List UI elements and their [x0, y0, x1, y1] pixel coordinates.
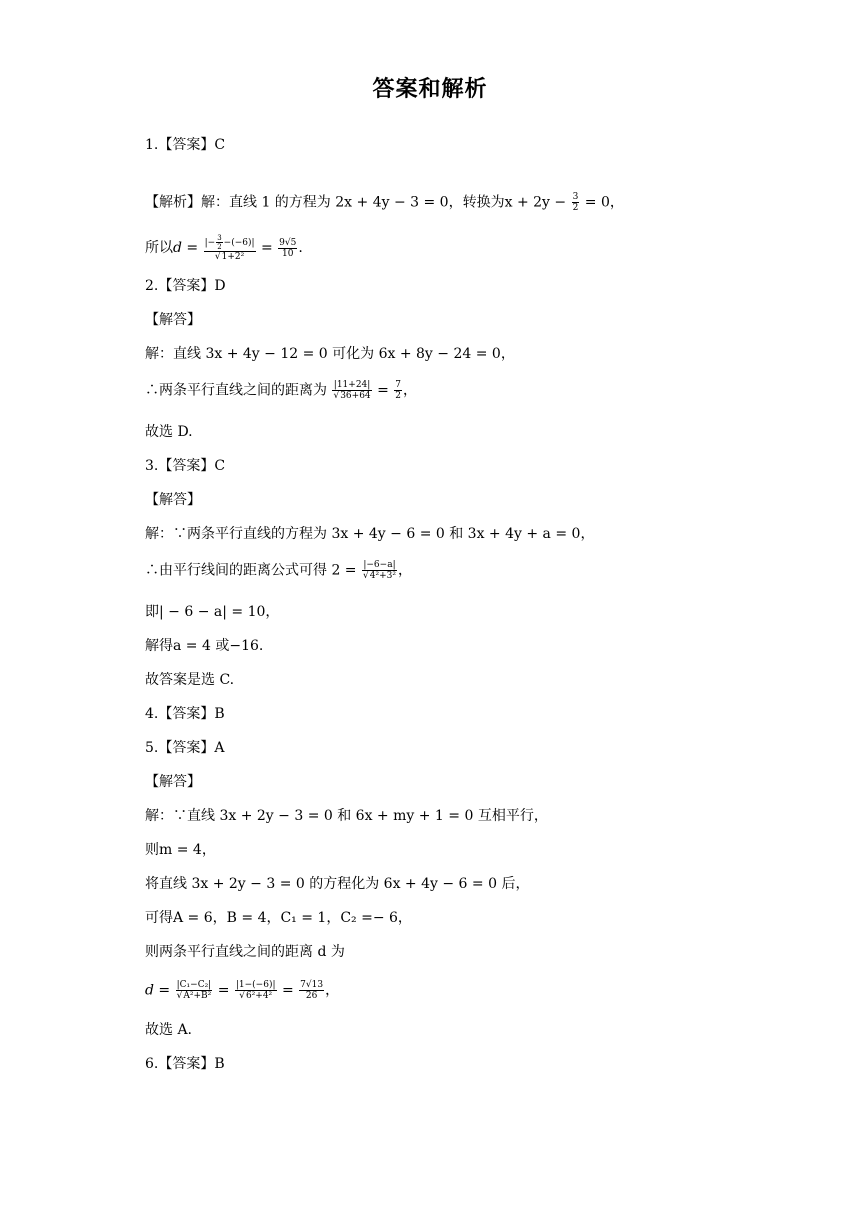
solution-5-line1: 解：∵直线 3x + 2y − 3 = 0 和 6x + my + 1 = 0 互相平行， [145, 808, 548, 824]
answer-2: 2.【答案】D [145, 278, 226, 294]
result-fraction [394, 380, 402, 401]
radicand: 6²+4² [245, 991, 273, 1001]
radicand: 4²+3² [369, 571, 396, 581]
solution-2-conclusion: 故选 D. [145, 424, 193, 440]
denominator [204, 252, 256, 262]
equals: = [260, 240, 273, 256]
solution-heading-2: 【解答】 [145, 312, 201, 328]
answer-5: 5.【答案】A [145, 740, 225, 756]
denominator [176, 991, 213, 1001]
distance-fraction [204, 234, 256, 262]
analysis-1-line2 [145, 234, 303, 262]
solution-2-line2 [145, 380, 417, 401]
solution-heading-3: 【解答】 [145, 492, 201, 508]
sqrt-sign: √ [239, 991, 245, 1001]
numerator: 3 [572, 192, 579, 202]
denominator: 2 [217, 243, 222, 251]
analysis-1-line1 [145, 192, 624, 213]
solution-5-line3: 将直线 3x + 2y − 3 = 0 的方程化为 6x + 4y − 6 = 0 后， [145, 876, 530, 892]
solution-3-line1: 解：∵两条平行直线的方程为 3x + 4y − 6 = 0 和 3x + 4y + a = 0， [145, 526, 595, 542]
denominator: 2 [572, 203, 579, 213]
substituted-fraction [235, 980, 277, 1001]
distance-fraction [362, 560, 397, 581]
comma: ， [325, 982, 340, 999]
answer-4: 4.【答案】B [145, 706, 225, 722]
solution-5-formula [145, 980, 339, 1001]
denominator: 2 [395, 391, 402, 401]
text: 所以 [145, 240, 173, 256]
denominator [332, 391, 371, 401]
text: 【解析】解：直线 1 的方程为 [145, 194, 336, 211]
numerator: |−6−a| [363, 560, 396, 570]
text: ∴两条平行直线之间的距离为 [145, 382, 327, 399]
solution-heading-5: 【解答】 [145, 774, 201, 790]
text: ∴由平行线间的距离公式可得 2 = [145, 562, 357, 579]
solution-3-conclusion: 故答案是选 C. [145, 672, 235, 688]
solution-3-line4: 解得a = 4 或−16. [145, 638, 264, 654]
solution-5-conclusion: 故选 A. [145, 1022, 193, 1038]
general-fraction [176, 980, 213, 1001]
equals: = [281, 982, 294, 999]
radicand: A²+B² [183, 991, 212, 1001]
numerator: 9√5 [279, 237, 297, 248]
radicand: 36+64 [340, 391, 371, 401]
solution-2-line1: 解：直线 3x + 4y − 12 = 0 可化为 6x + 8y − 24 = 0， [145, 346, 515, 362]
distance-fraction [332, 380, 371, 401]
answer-1: 1.【答案】C [145, 137, 226, 153]
numerator: |C₁−C₂| [176, 980, 212, 990]
radicand: 1+2² [221, 252, 245, 262]
solution-3-line2 [145, 560, 412, 581]
denominator [235, 991, 277, 1001]
answer-3: 3.【答案】C [145, 458, 226, 474]
equation: 2x + 4y − 3 = 0 [335, 194, 449, 211]
sqrt-sign: √ [214, 252, 221, 262]
comma: ， [403, 382, 418, 399]
solution-5-line5: 则两条平行直线之间的距离 d 为 [145, 944, 345, 960]
denominator: 10 [282, 248, 294, 259]
solution-5-line4: 可得A = 6，B = 4，C₁ = 1，C₂ =− 6， [145, 910, 412, 926]
solution-5-line2: 则m = 4， [145, 842, 216, 858]
equals: = [217, 982, 230, 999]
numerator: 7√13 [300, 980, 324, 990]
equation: d = [145, 982, 171, 999]
sqrt-sign: √ [333, 391, 340, 401]
equation: x + 2y − [504, 194, 567, 211]
num-pre: |− [204, 238, 216, 248]
denominator: 26 [305, 991, 318, 1001]
period: . [298, 240, 303, 256]
numerator: |11+24| [333, 380, 371, 390]
solution-3-line3: 即| − 6 − a| = 10， [145, 604, 280, 620]
fraction-3-2-small [216, 234, 222, 251]
page-title: 答案和解析 [372, 76, 488, 102]
numerator: 7 [395, 380, 402, 390]
result-fraction [299, 980, 324, 1001]
fraction-3-2 [572, 192, 580, 213]
numerator: |1−(−6)| [235, 980, 276, 990]
numerator: 3 [217, 234, 222, 242]
result-fraction [278, 238, 297, 259]
denominator [362, 571, 397, 581]
sqrt-sign: √ [176, 991, 183, 1001]
comma: ， [397, 562, 412, 579]
text: ，转换为 [448, 194, 505, 211]
equals: = [377, 382, 389, 399]
equation: = 0， [584, 194, 624, 211]
numerator [204, 234, 256, 252]
answer-6: 6.【答案】B [145, 1056, 225, 1072]
num-post: −(−6)| [223, 238, 255, 248]
equation: d = [173, 240, 199, 256]
sqrt-sign: √ [363, 571, 369, 581]
